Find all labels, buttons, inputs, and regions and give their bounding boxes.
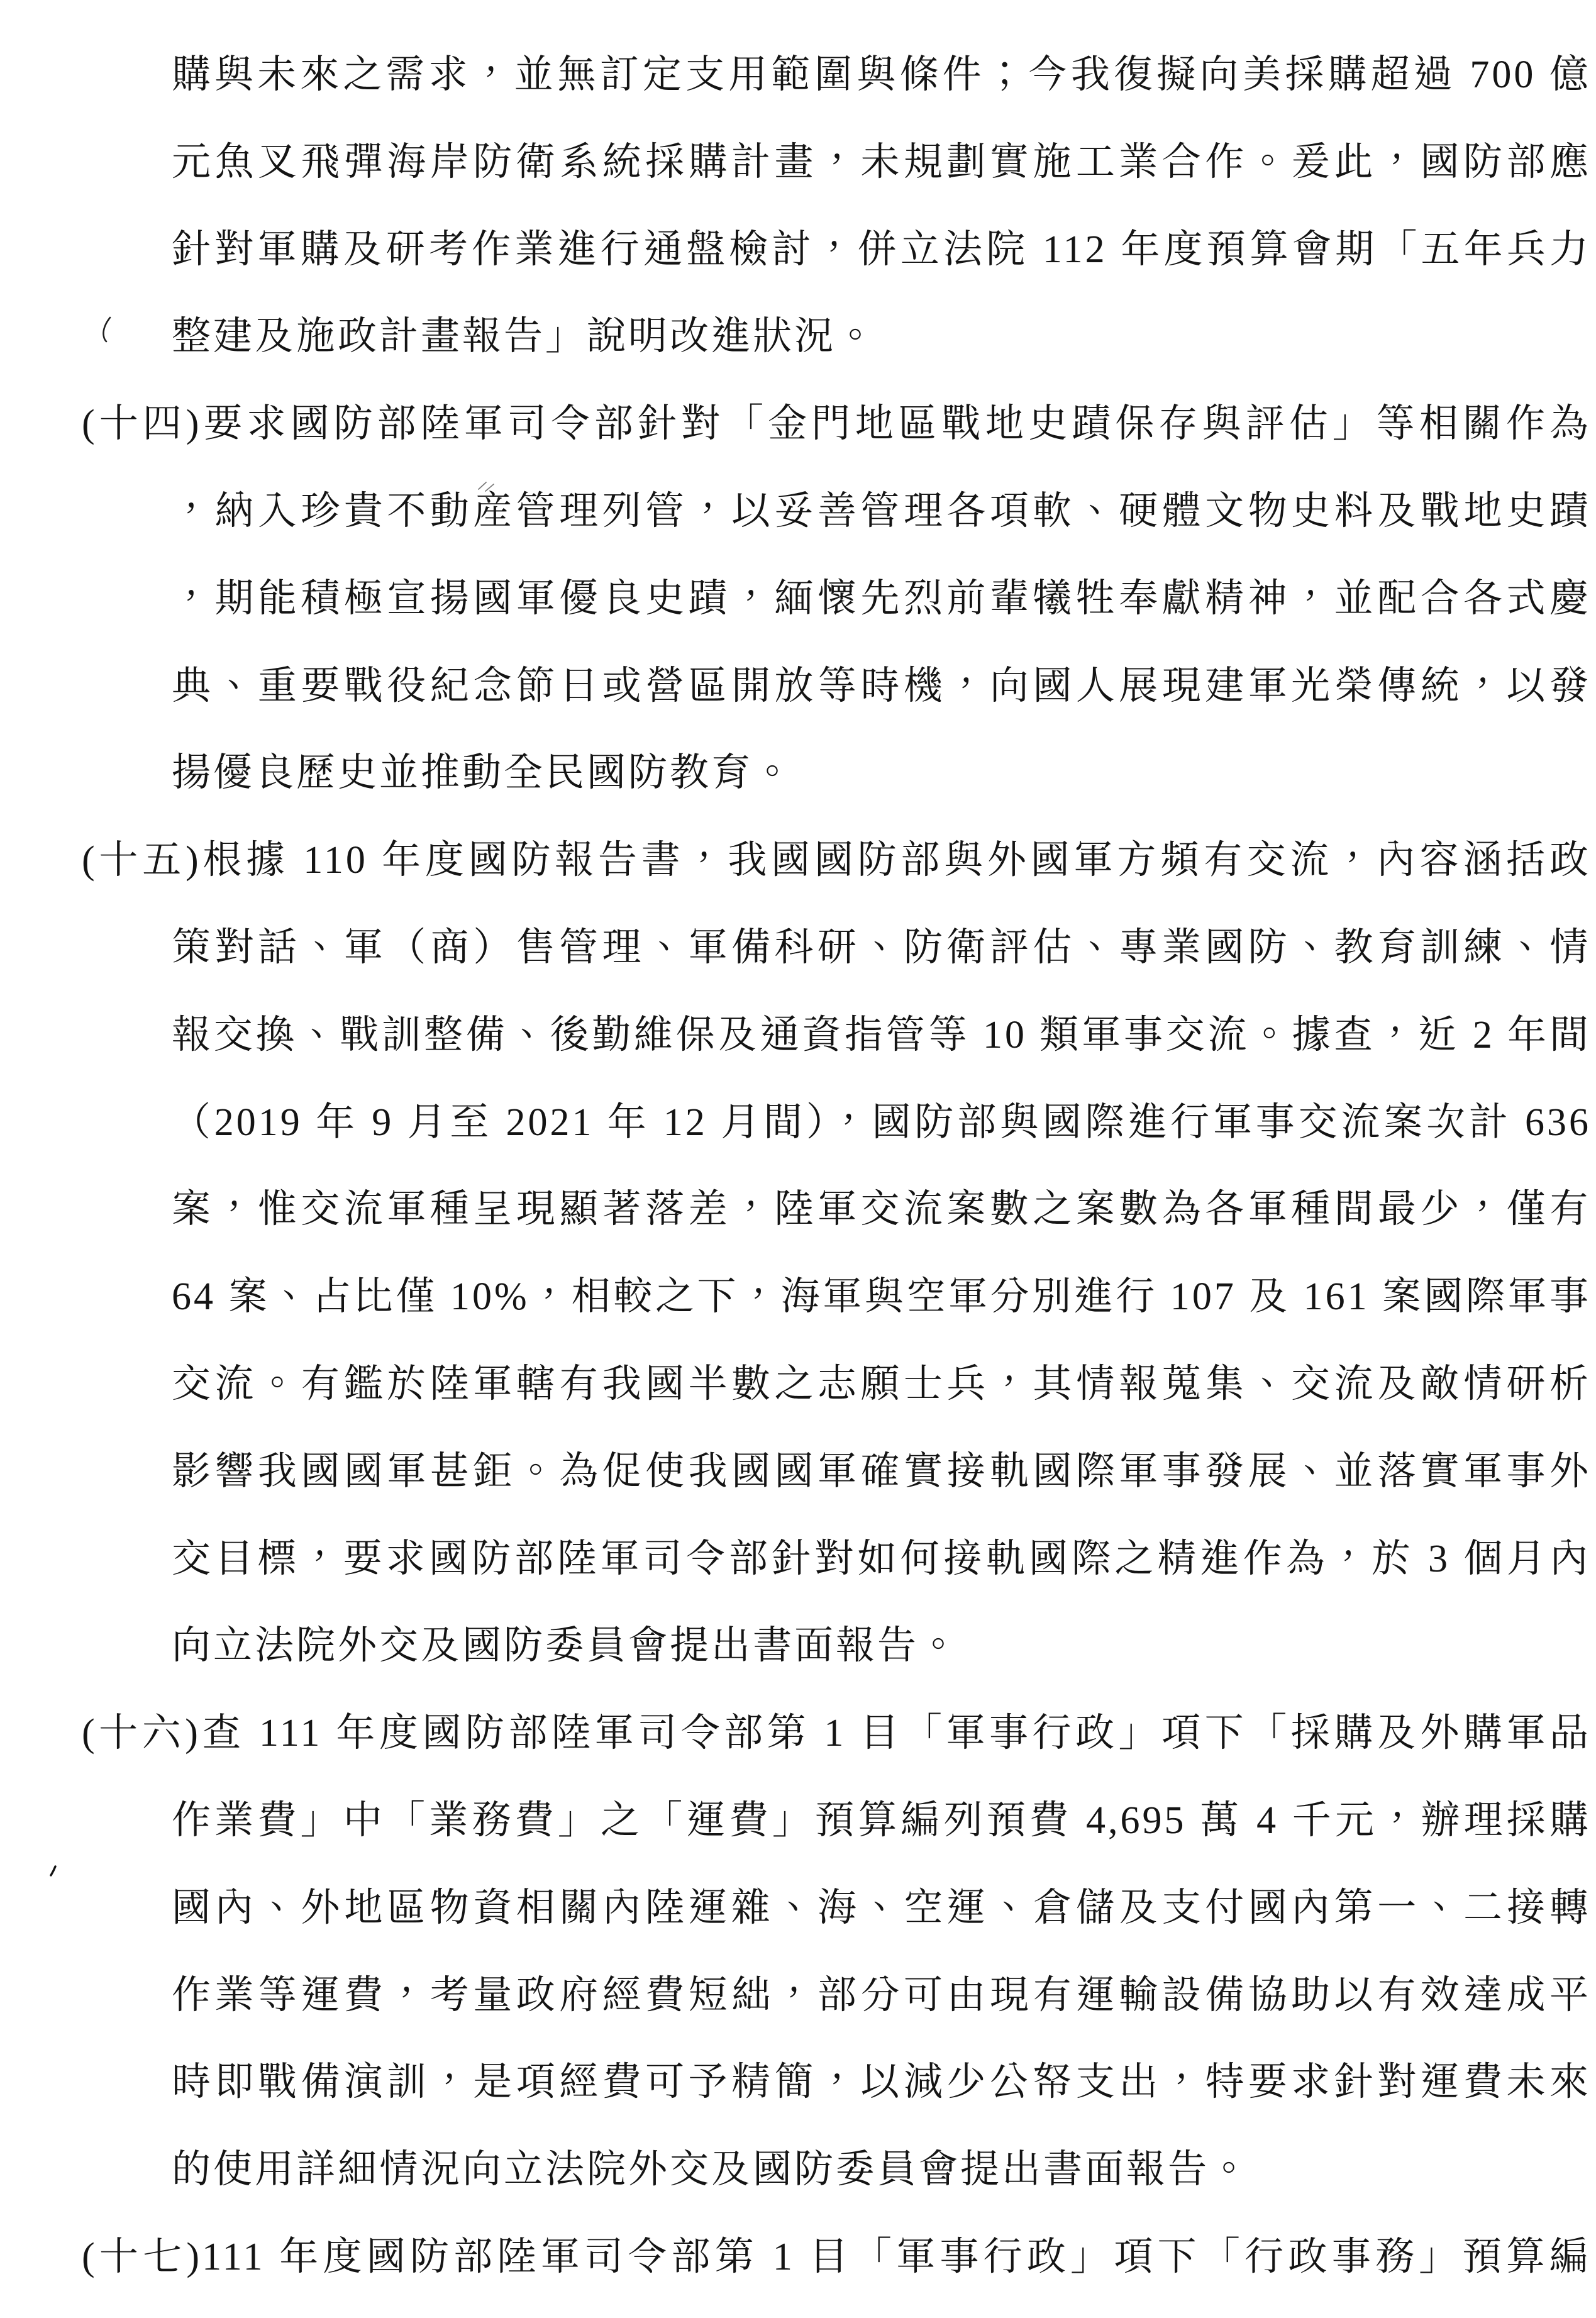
text-line: ，納入珍貴不動産管理列管，以妥善管理各項軟、硬體文物史料及戰地史蹟 — [172, 489, 1591, 533]
text-line: 向立法院外交及國防委員會提出書面報告。 — [172, 1624, 961, 1668]
text-line: 針對軍購及研考作業進行通盤檢討，併立法院 112 年度預算會期「五年兵力 — [172, 228, 1591, 271]
text-line: 時即戰備演訓，是項經費可予精簡，以減少公帑支出，特要求針對運費未來 — [172, 2061, 1591, 2104]
text-line: 案，惟交流軍種呈現顯著落差，陸軍交流案數之案數為各軍種間最少，僅有 — [172, 1188, 1591, 1231]
text-line: 的使用詳細情況向立法院外交及國防委員會提出書面報告。 — [172, 2148, 1251, 2192]
text-line: 揚優良歷史並推動全民國防教育。 — [172, 751, 795, 795]
list-item-line: (十六)查 111 年度國防部陸軍司令部第 1 目「軍事行政」項下「採購及外購軍品 — [82, 1712, 1591, 1755]
text-line: 影響我國國軍甚鉅。為促使我國國軍確實接軌國際軍事發展、並落實軍事外 — [172, 1450, 1591, 1493]
text-line: 報交換、戰訓整備、後勤維保及通資指管等 10 類軍事交流。據查，近 2 年間 — [172, 1013, 1591, 1056]
text-line: 作業費」中「業務費」之「運費」預算編列預費 4,695 萬 4 千元，辦理採購 — [172, 1799, 1591, 1842]
text-line: 交流。有鑑於陸軍轄有我國半數之志願士兵，其情報蒐集、交流及敵情研析 — [172, 1362, 1591, 1406]
text-line: （2019 年 9 月至 2021 年 12 月間），國防部與國際進行軍事交流案次計 636 — [172, 1101, 1591, 1144]
text-line: 整建及施政計畫報告」說明改進狀況。 — [172, 315, 878, 358]
text-block — [0, 31, 1596, 2301]
list-item-line: (十五)根據 110 年度國防報告書，我國國防部與外國軍方頻有交流，內容涵括政 — [82, 839, 1591, 882]
list-item-line: (十七)111 年度國防部陸軍司令部第 1 目「軍事行政」項下「行政事務」預算編 — [82, 2235, 1591, 2278]
list-item-line: (十四)要求國防部陸軍司令部針對「金門地區戰地史蹟保存與評估」等相關作為 — [82, 402, 1591, 446]
text-line: 購與未來之需求，並無訂定支用範圍與條件；今我復擬向美採購超過 700 億 — [172, 53, 1591, 96]
text-line: 交目標，要求國防部陸軍司令部針對如何接軌國際之精進作為，於 3 個月內 — [172, 1537, 1591, 1580]
text-line: 策對話、軍（商）售管理、軍備科研、防衛評估、專業國防、教育訓練、情 — [172, 926, 1591, 969]
text-line: 64 案、占比僅 10%，相較之下，海軍與空軍分別進行 107 及 161 案國際軍事 — [172, 1275, 1591, 1319]
text-line: 國內、外地區物資相關內陸運雜、海、空運、倉儲及支付國內第一、二接轉 — [172, 1886, 1591, 1929]
text-line: ，期能積極宣揚國軍優良史蹟，緬懷先烈前輩犧牲奉獻精神，並配合各式慶 — [172, 577, 1591, 620]
text-line: 作業等運費，考量政府經費短絀，部分可由現有運輸設備協助以有效達成平 — [172, 1973, 1591, 2017]
text-line: 元魚叉飛彈海岸防衛系統採購計畫，未規劃實施工業合作。爰此，國防部應 — [172, 140, 1591, 184]
text-line: 典、重要戰役紀念節日或營區開放等時機，向國人展現建軍光榮傳統，以發 — [172, 664, 1591, 707]
